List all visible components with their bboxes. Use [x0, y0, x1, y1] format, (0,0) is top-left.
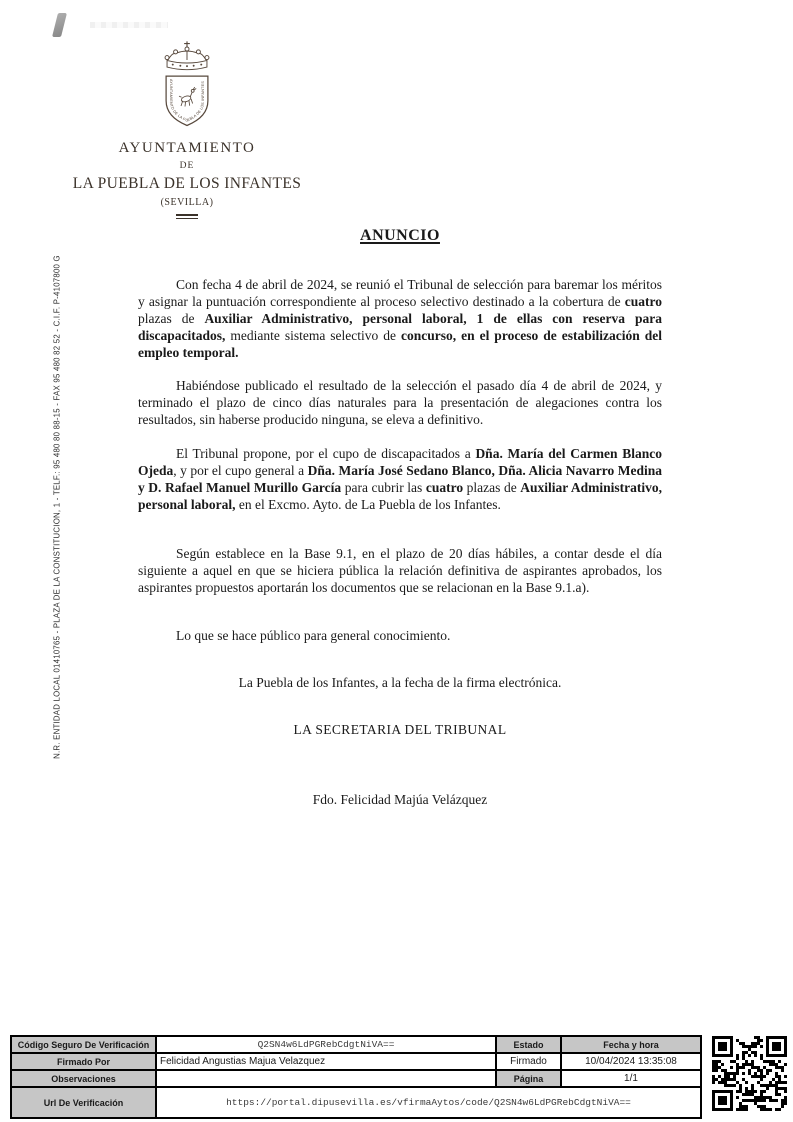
signed-by-value-cell: Felicidad Angustias Majua Velazquez [156, 1053, 496, 1070]
signature-line: Fdo. Felicidad Majúa Velázquez [312, 792, 488, 807]
csv-label-cell: Código Seguro De Verificación [11, 1036, 156, 1053]
table-row [11, 1036, 701, 1053]
table-row [11, 1053, 701, 1070]
letterhead-de: DE [179, 161, 195, 171]
paragraph: Habiéndose publicado el resultado de la selección el pasado día 4 de abril de 2024, y terminado el plazo de cinco días naturales para la presentación de alegaciones contra los resultados, sin haberse producido ninguna, se eleva a definitivo. [138, 378, 662, 427]
public-notice-line: Lo que se hace público para general conocimiento. [176, 628, 451, 643]
table-row [11, 1087, 701, 1118]
letterhead-province: (SEVILLA) [160, 197, 214, 208]
pagina-label-cell: Página [496, 1070, 561, 1087]
scan-smudge-artifact [52, 13, 67, 37]
signer-role-line: LA SECRETARIA DEL TRIBUNAL [293, 722, 507, 737]
letterhead [37, 40, 337, 219]
estado-value-cell: Firmado [496, 1053, 561, 1070]
paragraph: Según establece en la Base 9.1, en el plazo de 20 días hábiles, a contar desde el día siguiente a aquel en que se hiciera pública la relación definitiva de aspirantes aprobados, los aspirantes propuestos aportarán los documentos que se relacionan en la Base 9.1.a). [138, 546, 662, 595]
scan-streak-artifact [90, 22, 168, 28]
observaciones-label-cell: Observaciones [11, 1070, 156, 1087]
verification-qr-code [712, 1036, 787, 1111]
letterhead-municipality: AYUNTAMIENTO [118, 140, 256, 156]
verification-table [10, 1035, 702, 1119]
municipal-crest-icon [149, 40, 225, 135]
url-value-cell: https://portal.dipusevilla.es/vfirmaAytos/code/Q2SN4w6LdPGRebCdgtNiVA== [156, 1087, 701, 1118]
paragraph: El Tribunal propone, por el cupo de discapacitados a Dña. María del Carmen Blanco Ojeda, y por el cupo general a Dña. María José Sedano Blanco, Dña. Alicia Navarro Medina y D. Rafael Manuel Murillo García para cubrir las cuatro plazas de Auxiliar Administrativo, personal laboral, en el Excmo. Ayto. de La Puebla de los Infantes. [138, 446, 662, 512]
crown-icon [165, 41, 209, 69]
registry-sidebar-text: N.R. ENTIDAD LOCAL 01410765 - PLAZA DE LA CONSTITUCION, 1 - TELF.: 95 480 80 88-15 - FAX 95 480 82 52 - C.I.F. P-4107800 G [52, 255, 62, 759]
document-title: ANUNCIO [360, 227, 440, 244]
firmado-por-label-cell: Firmado Por [11, 1053, 156, 1070]
fecha-label-cell: Fecha y hora [561, 1036, 701, 1053]
csv-value-cell: Q2SN4w6LdPGRebCdgtNiVA== [156, 1036, 496, 1053]
observaciones-value-cell [156, 1070, 496, 1087]
crest-ring-text: AYUNTAMIENTO DE LA PUEBLA DE LOS INFANTES [168, 78, 206, 123]
table-row [11, 1070, 701, 1087]
letterhead-rule [176, 214, 198, 219]
place-date-line: La Puebla de los Infantes, a la fecha de la firma electrónica. [238, 675, 562, 690]
fecha-value-cell: 10/04/2024 13:35:08 [561, 1053, 701, 1070]
pagina-value-cell: 1/1 [561, 1070, 701, 1087]
url-label-cell: Url De Verificación [11, 1087, 156, 1118]
estado-label-cell: Estado [496, 1036, 561, 1053]
heraldic-animal-icon [179, 87, 196, 106]
letterhead-town: LA PUEBLA DE LOS INFANTES [72, 175, 302, 192]
paragraph: Con fecha 4 de abril de 2024, se reunió el Tribunal de selección para baremar los méritos y asignar la puntuación correspondiente al proceso selectivo destinado a la cobertura de cuatro plazas de Auxiliar Administrativo, personal laboral, 1 de ellas con reserva para discapacitados, mediante sistema selectivo de concurso, en el proceso de estabilización del empleo temporal. [138, 277, 662, 360]
